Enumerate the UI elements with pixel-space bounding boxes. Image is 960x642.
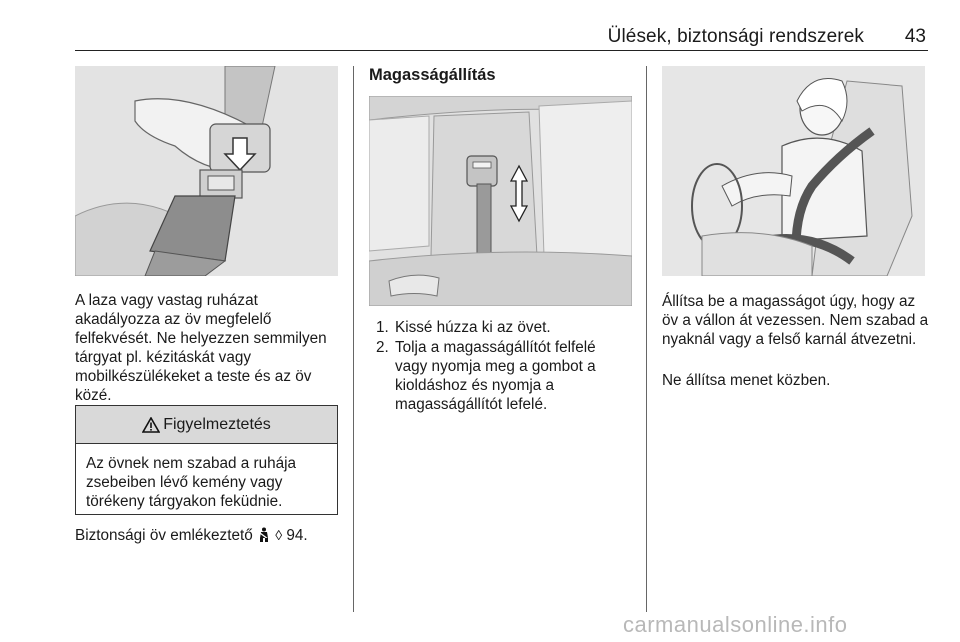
warning-title: Figyelmeztetés	[163, 415, 271, 433]
warning-header	[76, 406, 337, 444]
height-adjustment-title: Magasságállítás	[369, 66, 496, 84]
column-divider-right	[646, 66, 647, 612]
step-number: 2.	[376, 339, 389, 356]
step-text: Kissé húzza ki az övet.	[395, 319, 551, 336]
warning-triangle-icon	[142, 417, 160, 433]
page-number: 43	[904, 26, 926, 47]
driver-seatbelt-illustration	[662, 66, 925, 276]
step-number: 1.	[376, 319, 389, 336]
warning-box	[75, 405, 338, 515]
loose-clothing-paragraph: A laza vagy vastag ruházat akadályozza az öv megfelelő felfekvését. Ne helyezzen semmilyen tárgyat pl. kézitáskát vagy mobilkészülékeket a teste és az öv közé.	[75, 292, 327, 404]
column-divider-left	[353, 66, 354, 612]
seatbelt-buckle-illustration	[75, 66, 338, 276]
no-adjust-while-driving-paragraph: Ne állítsa menet közben.	[662, 372, 831, 389]
page-header	[75, 24, 928, 51]
step-text: Tolja a magasságállítót felfelé vagy nyomja meg a gombot a kioldáshoz és nyomja a magasságállítót lefelé.	[395, 339, 596, 413]
height-instruction-paragraph: Állítsa be a magasságot úgy, hogy az öv a vállon át vezessen. Nem szabad a nyaknál vagy a felső karnál átvezetni.	[662, 293, 929, 348]
reminder-text: Biztonsági öv emlékeztető	[75, 527, 253, 544]
page-reference-arrow-icon: ◊	[275, 527, 283, 543]
adjustment-steps-list	[369, 318, 631, 415]
seatbelt-reminder-reference	[75, 526, 340, 545]
watermark: carmanualsonline.info	[623, 612, 848, 637]
page-reference: 94.	[286, 527, 308, 544]
height-adjuster-illustration	[369, 96, 632, 306]
list-item	[369, 318, 631, 337]
warning-text: Az övnek nem szabad a ruhája zsebeiben lévő kemény vagy törékeny tárgyakon feküdnie.	[86, 455, 297, 510]
section-heading: Ülések, biztonsági rendszerek	[607, 26, 864, 47]
list-item	[369, 338, 631, 414]
seatbelt-reminder-icon	[258, 527, 270, 542]
